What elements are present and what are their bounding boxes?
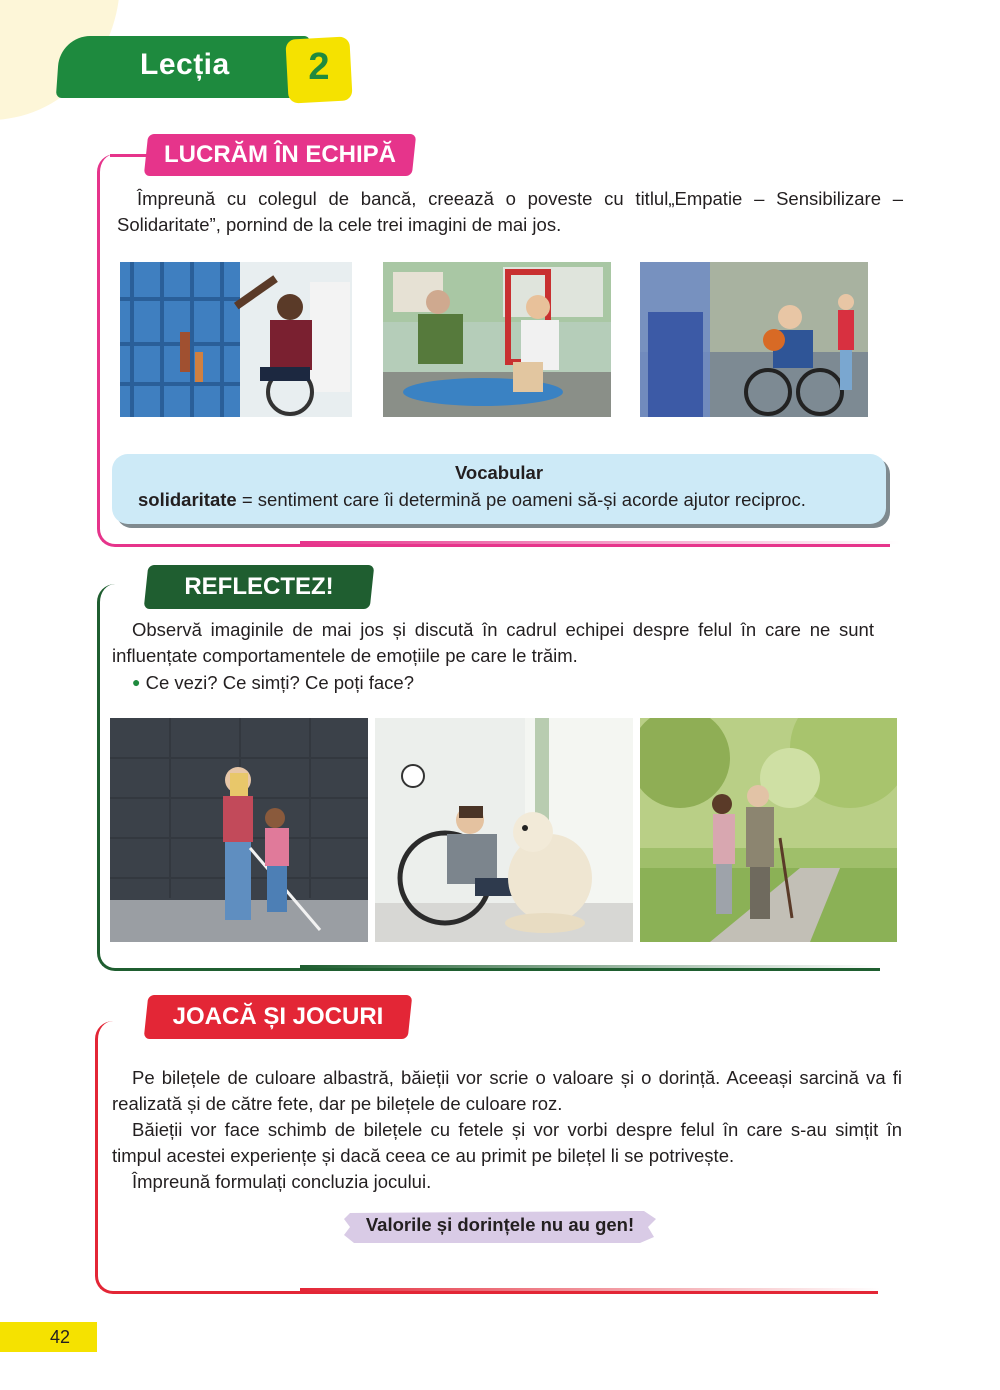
vocabulary-term: solidaritate — [138, 489, 237, 510]
reflect-instructions: Observă imaginile de mai jos și discută în cadrul echipei despre felul în care ne sunt influențate comportamentele de emoțiile pe care le trăim. ● Ce vezi? Ce simți? Ce poți face? — [112, 619, 874, 693]
games-paragraph-2: Băieții vor face schimb de bilețele cu fetele și vor vorbi despre felul în care s-au simțit în timpul acestei experiențe și dacă ceea ce au primit pe bilețel li se potrivește. — [112, 1119, 902, 1166]
vocabulary-box — [112, 454, 886, 524]
reflect-questions: Ce vezi? Ce simți? Ce poți face? — [145, 672, 414, 693]
photo-library-wheelchair — [120, 262, 352, 417]
photo-playground-sign-language — [383, 262, 611, 417]
section-title-reflect: REFLECTEZ! — [184, 573, 334, 600]
photo-basketball-wheelchair — [640, 262, 868, 417]
vocabulary-title: Vocabular — [454, 462, 544, 483]
games-paragraph-3: Împreună formulați concluzia jocului. — [132, 1171, 432, 1192]
photo-blind-woman-child — [110, 718, 368, 942]
photo-wheelchair-dog — [375, 718, 633, 942]
section-title-team: LUCRĂM ÎN ECHIPĂ — [164, 141, 396, 168]
games-instructions — [112, 1065, 902, 1195]
lesson-number: 2 — [308, 46, 330, 88]
vocabulary-definition — [138, 489, 806, 511]
games-paragraph-1: Pe bilețele de culoare albastră, băieții vor scrie o valoare și o dorință. Aceeași sarcină va fi realizată și de către fete, dar pe bilețele de culoare roz. — [112, 1067, 902, 1114]
conclusion-banner: Valorile și dorințele nu au gen! — [365, 1214, 635, 1235]
section-title-games: JOACĂ ȘI JOCURI — [172, 1003, 384, 1030]
page-number-box — [0, 1322, 97, 1352]
bullet-icon: ● — [132, 674, 141, 690]
vocabulary-meaning: = sentiment care îi determină pe oameni să-și acorde ajutor reciproc. — [236, 489, 806, 510]
team-instructions: Împreună cu colegul de bancă, creează o poveste cu titlul„Empatie – Sensibilizare – Solidaritate”, pornind de la cele trei imagini de mai jos. — [117, 188, 903, 235]
page-number: 42 — [50, 1327, 71, 1347]
lesson-label: Lecția — [140, 48, 230, 81]
photo-elderly-walk-park — [640, 718, 897, 942]
